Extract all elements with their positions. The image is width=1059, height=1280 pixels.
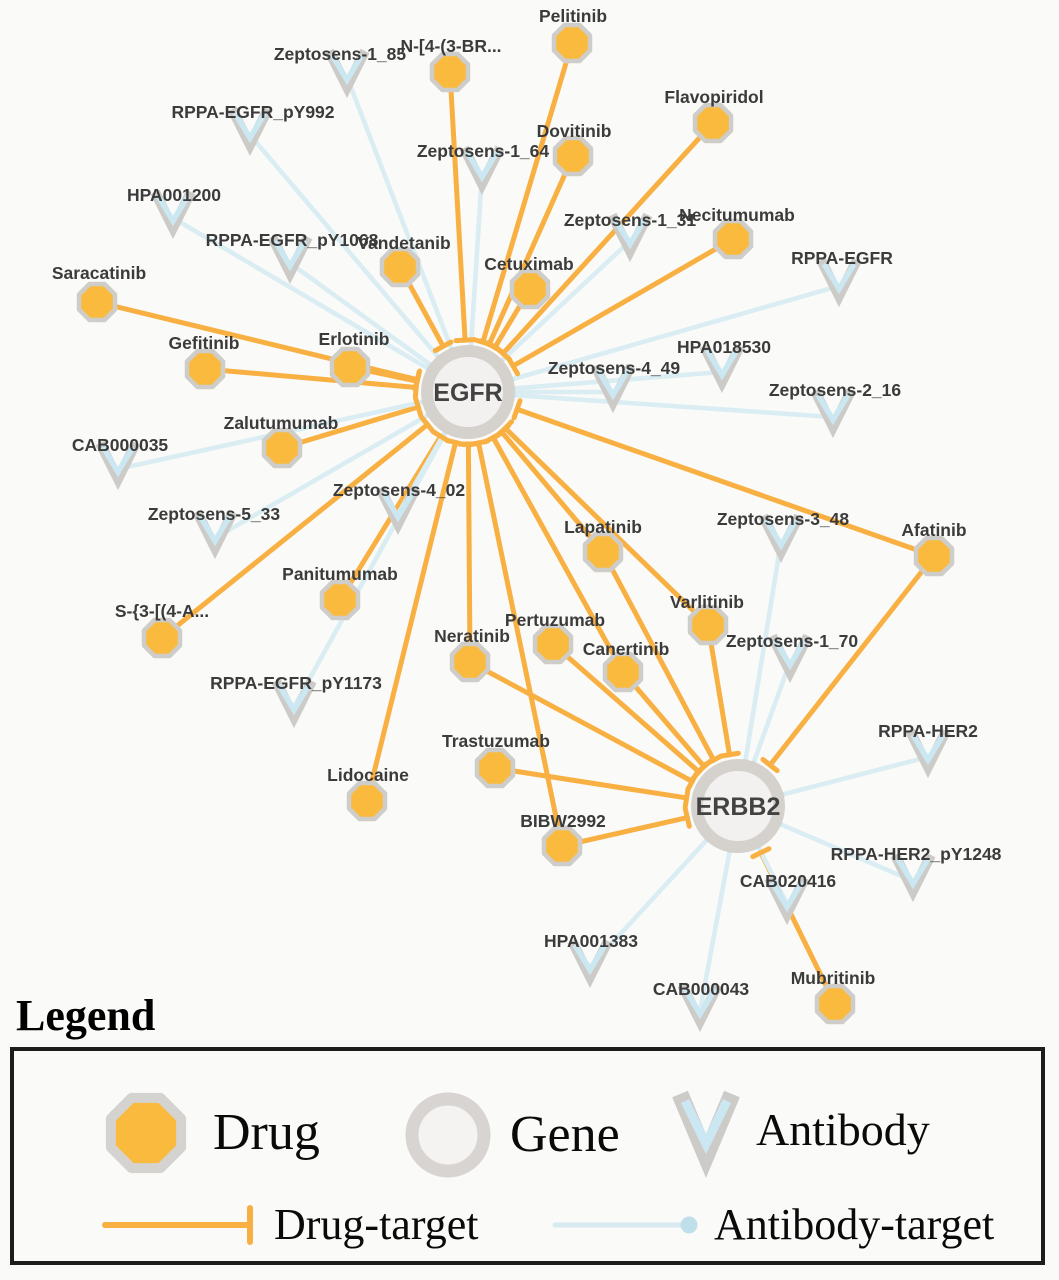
node-label-rppa-egfr-py1068: RPPA-EGFR_pY1068 bbox=[205, 230, 379, 250]
drug-octagon bbox=[555, 138, 591, 174]
legend-gene-label: Gene bbox=[510, 1106, 620, 1163]
inhibition-tee-afatinib bbox=[514, 401, 520, 418]
drug-octagon bbox=[690, 607, 726, 643]
drug-node-dovitinib[interactable] bbox=[555, 138, 591, 174]
edge-zeptosens-1-64-egfr bbox=[471, 174, 482, 351]
edge-n-4-3-br-egfr bbox=[450, 72, 465, 340]
node-label-pertuzumab: Pertuzumab bbox=[504, 610, 606, 630]
drug-node-panitumumab[interactable] bbox=[322, 582, 358, 618]
node-label-cab000035: CAB000035 bbox=[71, 435, 169, 455]
legend-antibody-target-label: Antibody-target bbox=[714, 1200, 995, 1249]
drug-node-trastuzumab[interactable] bbox=[477, 750, 513, 786]
node-label-zeptosens-4-49: Zeptosens-4_49 bbox=[547, 358, 681, 378]
node-label-canertinib: Canertinib bbox=[582, 639, 670, 659]
node-label-zeptosens-1-64: Zeptosens-1_64 bbox=[416, 141, 550, 161]
node-label-s-3-4-a: S-{3-[(4-A... bbox=[114, 601, 210, 621]
drug-node-vandetanib[interactable] bbox=[382, 249, 418, 285]
node-label-zeptosens-4-02: Zeptosens-4_02 bbox=[332, 480, 466, 500]
legend-item-gene bbox=[402, 1089, 620, 1181]
gene-label-egfr: EGFR bbox=[433, 378, 503, 407]
drug-node-gefitinib[interactable] bbox=[187, 351, 223, 387]
drug-node-varlitinib[interactable] bbox=[690, 607, 726, 643]
node-label-n-4-3-br: N-[4-(3-BR... bbox=[400, 36, 502, 56]
node-label-dovitinib: Dovitinib bbox=[536, 121, 612, 141]
node-label-rppa-egfr-py992: RPPA-EGFR_pY992 bbox=[171, 102, 335, 122]
drug-node-lapatinib[interactable] bbox=[585, 534, 621, 570]
drug-octagon bbox=[187, 351, 223, 387]
legend-title: Legend bbox=[16, 991, 156, 1040]
legend-drug-target-label: Drug-target bbox=[274, 1200, 479, 1249]
node-label-varlitinib: Varlitinib bbox=[670, 592, 744, 612]
inhibition-tee-varlitinib bbox=[721, 753, 739, 756]
drug-node-pelitinib[interactable] bbox=[554, 25, 590, 61]
drug-octagon bbox=[512, 271, 548, 307]
gene-icon bbox=[402, 1089, 494, 1181]
drug-octagon bbox=[585, 534, 621, 570]
node-label-lapatinib: Lapatinib bbox=[564, 517, 642, 537]
drug-octagon bbox=[535, 626, 571, 662]
node-label-zalutumumab: Zalutumumab bbox=[223, 413, 339, 433]
legend-item-drug bbox=[99, 1086, 320, 1180]
node-label-necitumumab: Necitumumab bbox=[679, 205, 795, 225]
node-label-zeptosens-2-16: Zeptosens-2_16 bbox=[768, 380, 902, 400]
node-label-rppa-her2: RPPA-HER2 bbox=[878, 721, 978, 741]
node-label-zeptosens-1-31: Zeptosens-1_31 bbox=[563, 210, 697, 230]
node-label-bibw2992: BIBW2992 bbox=[520, 811, 606, 831]
node-label-rppa-egfr-py1173: RPPA-EGFR_pY1173 bbox=[210, 673, 382, 693]
drug-node-neratinib[interactable] bbox=[452, 644, 488, 680]
drug-node-cetuximab[interactable] bbox=[512, 271, 548, 307]
drug-octagon bbox=[695, 105, 731, 141]
node-label-mubritinib: Mubritinib bbox=[790, 968, 876, 988]
node-label-panitumumab: Panitumumab bbox=[282, 564, 398, 584]
drug-octagon bbox=[715, 221, 751, 257]
node-label-cab000043: CAB000043 bbox=[652, 979, 750, 999]
legend-item-antibody bbox=[664, 1081, 930, 1179]
drug-octagon bbox=[605, 654, 641, 690]
drug-octagon bbox=[264, 430, 300, 466]
inhibition-tee-n-4-3-br bbox=[456, 340, 474, 341]
inhibition-tee-bibw2992 bbox=[685, 809, 689, 827]
node-label-trastuzumab: Trastuzumab bbox=[442, 731, 550, 751]
node-label-flavopiridol: Flavopiridol bbox=[664, 87, 764, 107]
node-label-cetuximab: Cetuximab bbox=[484, 254, 574, 274]
node-label-rppa-egfr: RPPA-EGFR bbox=[791, 248, 893, 268]
node-label-erlotinib: Erlotinib bbox=[318, 329, 390, 349]
drug-node-afatinib[interactable] bbox=[916, 538, 952, 574]
gene-node-egfr[interactable] bbox=[427, 351, 509, 433]
node-label-neratinib: Neratinib bbox=[434, 626, 510, 646]
drug-octagon bbox=[382, 249, 418, 285]
drug-node-zalutumumab[interactable] bbox=[264, 430, 300, 466]
node-label-hpa001200: HPA001200 bbox=[126, 185, 222, 205]
drug-octagon bbox=[349, 783, 385, 819]
edge-rppa-her2-erbb2 bbox=[778, 757, 928, 796]
drug-node-canertinib[interactable] bbox=[605, 654, 641, 690]
node-label-lidocaine: Lidocaine bbox=[327, 765, 409, 785]
node-label-hpa018530: HPA018530 bbox=[676, 337, 772, 357]
drug-node-s-3-4-a[interactable] bbox=[144, 620, 180, 656]
drug-octagon bbox=[554, 25, 590, 61]
drug-octagon bbox=[477, 750, 513, 786]
legend-item-antibody-target bbox=[550, 1200, 995, 1249]
drug-octagon bbox=[79, 284, 115, 320]
antibody-icon bbox=[664, 1081, 748, 1179]
gene-node-erbb2[interactable] bbox=[696, 765, 781, 847]
drug-node-n-4-3-br[interactable] bbox=[432, 54, 468, 90]
node-label-cab020416: CAB020416 bbox=[739, 871, 837, 891]
drug-node-bibw2992[interactable] bbox=[544, 828, 580, 864]
drug-target-line-icon bbox=[100, 1203, 264, 1247]
node-label-pelitinib: Pelitinib bbox=[538, 6, 608, 26]
inhibition-tee-trastuzumab bbox=[685, 789, 688, 807]
drug-octagon bbox=[144, 620, 180, 656]
drug-octagon bbox=[322, 582, 358, 618]
node-label-saracatinib: Saracatinib bbox=[51, 263, 147, 283]
node-label-zeptosens-3-48: Zeptosens-3_48 bbox=[716, 509, 850, 529]
drug-node-flavopiridol[interactable] bbox=[695, 105, 731, 141]
drug-node-necitumumab[interactable] bbox=[715, 221, 751, 257]
edge-trastuzumab-erbb2 bbox=[495, 768, 687, 798]
drug-octagon bbox=[916, 538, 952, 574]
node-label-zeptosens-5-33: Zeptosens-5_33 bbox=[147, 504, 281, 524]
drug-octagon bbox=[817, 986, 853, 1022]
node-label-rppa-her2-py1248: RPPA-HER2_pY1248 bbox=[830, 844, 1002, 864]
node-label-afatinib: Afatinib bbox=[901, 520, 967, 540]
drug-octagon bbox=[544, 828, 580, 864]
drug-node-saracatinib[interactable] bbox=[79, 284, 115, 320]
node-label-vandetanib: Vandetanib bbox=[357, 233, 451, 253]
legend-item-drug-target bbox=[100, 1200, 479, 1249]
node-label-zeptosens-1-85: Zeptosens-1_85 bbox=[273, 44, 407, 64]
inhibition-tee-mubritinib bbox=[753, 849, 769, 857]
node-label-gefitinib: Gefitinib bbox=[168, 333, 240, 353]
node-label-hpa001383: HPA001383 bbox=[543, 931, 639, 951]
drug-octagon bbox=[332, 349, 368, 385]
legend-drug-label: Drug bbox=[213, 1104, 320, 1161]
antibody-target-line-icon bbox=[550, 1203, 702, 1247]
drug-node-erlotinib[interactable] bbox=[332, 349, 368, 385]
legend-box bbox=[10, 1047, 1045, 1265]
drug-node-mubritinib[interactable] bbox=[817, 986, 853, 1022]
drug-node-lidocaine[interactable] bbox=[349, 783, 385, 819]
drug-node-pertuzumab[interactable] bbox=[535, 626, 571, 662]
drug-octagon bbox=[452, 644, 488, 680]
drug-octagon bbox=[432, 54, 468, 90]
gene-label-erbb2: ERBB2 bbox=[695, 792, 781, 821]
legend-antibody-label: Antibody bbox=[756, 1104, 930, 1155]
drug-icon bbox=[99, 1086, 193, 1180]
node-label-zeptosens-1-70: Zeptosens-1_70 bbox=[725, 631, 859, 651]
